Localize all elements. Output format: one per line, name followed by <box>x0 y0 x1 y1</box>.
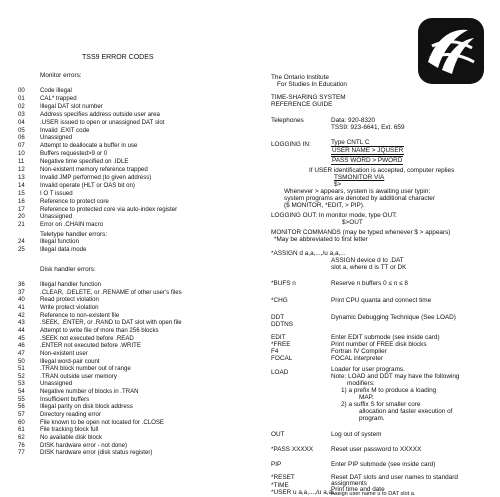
error-code-number: 10 <box>18 150 25 158</box>
telephones-label: Telephones <box>271 117 304 124</box>
cmd-edit-desc: Enter EDIT submode (see inside card) <box>331 334 440 341</box>
error-code-number: 16 <box>18 197 25 205</box>
error-code-number: 60 <box>18 418 25 426</box>
error-code-description: Attempt to write file of more than 256 blocks <box>40 326 159 334</box>
teletype-errors-header: Teletype handler errors: <box>40 231 108 238</box>
error-code-description: Attempt to deallocate a buffer in use <box>40 142 138 150</box>
cmd-reset-desc-2: assignments <box>331 480 367 487</box>
error-code-description: Read protect violation <box>40 296 99 304</box>
cmd-load-desc-5: MAP. <box>359 394 374 401</box>
cmd-load-desc-3: modifiers: <box>347 380 375 387</box>
login-password-example: PASS WORD > PWORD <box>332 157 403 164</box>
error-code-number: 12 <box>18 166 25 173</box>
cmd-ddt-desc: Dynamic Debugging Technique (See LOAD) <box>331 314 456 321</box>
error-code-description: .CLEAR, .DELETE, or .RENAME of other user's files <box>40 288 182 296</box>
logging-in-label: LOGGING IN: <box>271 141 311 148</box>
cmd-focal-desc: FOCAL interpreter <box>331 355 383 362</box>
error-code-description: CAL* trapped <box>40 94 77 102</box>
error-code-description: Invalid operate (HLT or OAS bit on) <box>40 181 135 189</box>
cmd-pass-desc: Reset user password to XXXXX <box>331 446 422 453</box>
error-code-number: 44 <box>18 326 25 334</box>
cmd-out: OUT <box>271 431 285 438</box>
error-code-number: 37 <box>18 288 25 296</box>
error-code-description: Illegal parity on disk block address <box>40 403 133 411</box>
error-code-description: DISK hardware error (disk status register) <box>40 449 153 457</box>
error-code-description: Non-existent memory reference trapped <box>40 166 148 173</box>
error-code-description: Negative time specified on .IDLE <box>40 158 129 166</box>
error-code-description: .TRAN block number out of range <box>40 365 131 373</box>
cmd-load-desc-6: 2) a suffix S for smaller core <box>341 401 421 408</box>
error-code-number: 14 <box>18 181 25 189</box>
error-code-number: 61 <box>18 426 25 434</box>
login-note-5: ($ MONITOR, *EDIT, > PIP). <box>284 202 365 209</box>
error-code-description: Unassigned <box>40 380 73 388</box>
login-prompt: $> <box>334 181 342 188</box>
error-code-number: 54 <box>18 388 25 396</box>
cmd-assign: *ASSIGN d a,a,...,/u a,a,... <box>271 250 346 257</box>
cmd-reset-desc-1: Reset DAT slots and user names to standard <box>331 474 458 481</box>
login-note-2: TSMONITOR VIA <box>334 174 385 181</box>
error-code-description: .TRAN outside user memory <box>40 372 117 380</box>
cmd-assign-desc-2: slot a, where d is TT or DK <box>331 264 407 271</box>
cmd-ddtns: DDTNS <box>271 321 294 328</box>
login-note-4: system programs are denoted by additional character <box>284 195 435 202</box>
page-title: TSS9 ERROR CODES <box>82 54 154 61</box>
error-code-number: 17 <box>18 205 25 213</box>
error-code-number: 51 <box>18 365 25 373</box>
cmd-pass: *PASS XXXXX <box>271 446 314 453</box>
error-code-number: 36 <box>18 281 25 288</box>
cmd-free-desc: Print number of FREE disk blocks <box>331 341 427 348</box>
cmd-bufs-desc: Reserve n buffers 0 ≤ n ≤ 8 <box>331 280 408 287</box>
error-code-number: 56 <box>18 403 25 411</box>
error-code-number: 41 <box>18 303 25 311</box>
login-step-1: Type CNTL C <box>331 139 370 146</box>
error-code-number: 25 <box>18 245 25 253</box>
error-code-description: .ENTER not executed before .WRITE <box>40 342 141 350</box>
error-code-number: 76 <box>18 441 25 449</box>
error-code-description: Code illegal <box>40 87 72 94</box>
disk-errors-header: Disk handler errors: <box>40 266 96 273</box>
error-code-description: Error on .CHAIN macro <box>40 221 103 229</box>
error-code-description: Invalid JMP performed (to given address) <box>40 173 152 181</box>
telephone-data: Data: 920-8320 <box>331 117 376 124</box>
error-code-number: 02 <box>18 102 25 110</box>
error-code-description: Invalid .EXIT code <box>40 126 90 134</box>
error-code-description: Reference to protect core <box>40 197 109 205</box>
error-code-description: Buffers requested>9 or 0 <box>40 150 108 158</box>
cmd-f4-desc: Fortran IV Compiler <box>331 348 387 355</box>
error-code-number: 45 <box>18 334 25 342</box>
cmd-f4: F4 <box>271 348 279 355</box>
error-code-number: 43 <box>18 319 25 327</box>
error-code-number: 05 <box>18 126 25 134</box>
cmd-load-desc-7: allocation and faster execution of <box>359 408 453 415</box>
monitor-errors-header: Monitor errors: <box>40 72 82 79</box>
error-code-number: 62 <box>18 434 25 441</box>
error-code-description: Write protect violation <box>40 303 99 311</box>
error-code-description: Unassigned <box>40 213 73 221</box>
cmd-load-desc-4: 1) a prefix M to produce a loading <box>341 387 437 394</box>
cmd-focal: FOCAL <box>271 355 293 362</box>
error-code-description: .USER issued to open or unassigned DAT slot <box>40 118 165 126</box>
error-code-description: File known to be open not located for .CLOSE <box>40 418 164 426</box>
monitor-commands-header: MONITOR COMMANDS (may be typed whenever $ > appears) <box>271 229 451 236</box>
org-name-line2: For Studies In Education <box>277 81 347 88</box>
error-code-number: 06 <box>18 134 25 142</box>
error-code-description: Directory reading error <box>40 411 101 419</box>
logging-out-line: LOGGING OUT: In monitor mode, type OUT: <box>271 212 398 219</box>
error-code-number: 01 <box>18 94 25 102</box>
cmd-edit: EDIT <box>271 334 286 341</box>
error-code-number: 52 <box>18 372 25 380</box>
cmd-load: LOAD <box>271 369 289 376</box>
error-code-number: 53 <box>18 380 25 388</box>
cmd-reset: *RESET <box>271 474 295 481</box>
cmd-chg-desc: Print CPU quanta and connect time <box>331 297 432 304</box>
error-code-number: 50 <box>18 357 25 365</box>
error-code-number: 77 <box>18 449 25 457</box>
error-code-number: 20 <box>18 213 25 221</box>
cmd-user: *USER u a,a,...,/u a,a,... <box>271 489 340 496</box>
cmd-load-desc-8: program. <box>359 415 385 422</box>
cmd-ddt: DDT <box>271 314 285 321</box>
error-code-description: Illegal word-pair count <box>40 357 100 365</box>
error-code-description: .SEEK, .ENTER, or .RAND to DAT slot with open file <box>40 319 182 327</box>
guide-title-line1: TIME-SHARING SYSTEM <box>271 94 346 101</box>
error-code-number: 04 <box>18 118 25 126</box>
error-code-description: Reference to protected core via auto-index register <box>40 205 178 213</box>
cmd-assign-desc-1: ASSIGN device d to .DAT <box>331 257 404 264</box>
error-code-description: I O T issued <box>40 189 73 197</box>
error-code-description: .SEEK not executed before .READ <box>40 334 134 342</box>
error-code-description: Reference to non-existent file <box>40 311 120 319</box>
login-note-1: If USER identification is accepted, computer replies <box>309 167 455 174</box>
error-code-description: Illegal DAT slot number <box>40 102 103 110</box>
error-code-number: 21 <box>18 221 25 229</box>
error-code-number: 00 <box>18 87 25 94</box>
login-username-example: USER NAME > JQUSER <box>332 147 404 154</box>
cmd-pip-desc: Enter PIP submode (see inside card) <box>331 461 436 468</box>
error-code-description: Negative number of blocks in .TRAN <box>40 388 139 396</box>
error-code-description: Insufficient buffers <box>40 395 90 403</box>
login-note-3: Whenever > appears, system is awaiting user typin; <box>284 188 431 195</box>
error-code-number: 57 <box>18 411 25 419</box>
cmd-time: *TIME <box>271 482 289 489</box>
error-code-description: Unassigned <box>40 134 73 142</box>
error-code-number: 11 <box>18 158 25 166</box>
error-code-number: 03 <box>18 110 25 118</box>
error-code-number: 40 <box>18 296 25 304</box>
telephone-tss9: TSS9: 923-6641, Ext. 659 <box>331 124 405 131</box>
error-code-description: No available disk block <box>40 434 102 441</box>
error-code-number: 07 <box>18 142 25 150</box>
cmd-chg: *CHG <box>271 297 288 304</box>
error-code-description: Illegal function <box>40 238 79 245</box>
cmd-user-desc: Assign user name u to DAT slot a. <box>331 491 416 497</box>
error-code-description: DISK hardware error - not done) <box>40 441 128 449</box>
error-code-description: Illegal handler function <box>40 281 101 288</box>
error-code-number: 55 <box>18 395 25 403</box>
logging-out-example: $>OUT <box>342 219 363 226</box>
error-code-number: 46 <box>18 342 25 350</box>
error-code-number: 15 <box>18 189 25 197</box>
error-code-number: 24 <box>18 238 25 245</box>
error-code-description: Non-existent user <box>40 349 88 357</box>
error-code-description: Illegal data mode <box>40 245 87 253</box>
monitor-commands-note: *May be abbreviated to first letter <box>274 236 368 243</box>
cmd-load-desc-2: Note: LOAD and DDT may have the following <box>331 373 460 380</box>
cmd-pip: PIP <box>271 461 282 468</box>
guide-title-line2: REFERENCE GUIDE <box>271 101 333 108</box>
oise-logo-icon <box>418 18 484 84</box>
error-code-description: File tracking block full <box>40 426 99 434</box>
org-name-line1: The Ontario Institute <box>271 74 329 81</box>
cmd-time-desc: Print time and date <box>331 486 385 493</box>
cmd-load-desc-1: Loader for user programs. <box>331 366 405 373</box>
error-code-description: Address specifies address outside user area <box>40 110 160 118</box>
cmd-bufs: *BUFS n <box>271 280 296 287</box>
cmd-free: *FREE <box>271 341 291 348</box>
error-code-number: 42 <box>18 311 25 319</box>
cmd-out-desc: Log out of system <box>331 431 382 438</box>
error-code-number: 13 <box>18 173 25 181</box>
error-code-number: 47 <box>18 349 25 357</box>
